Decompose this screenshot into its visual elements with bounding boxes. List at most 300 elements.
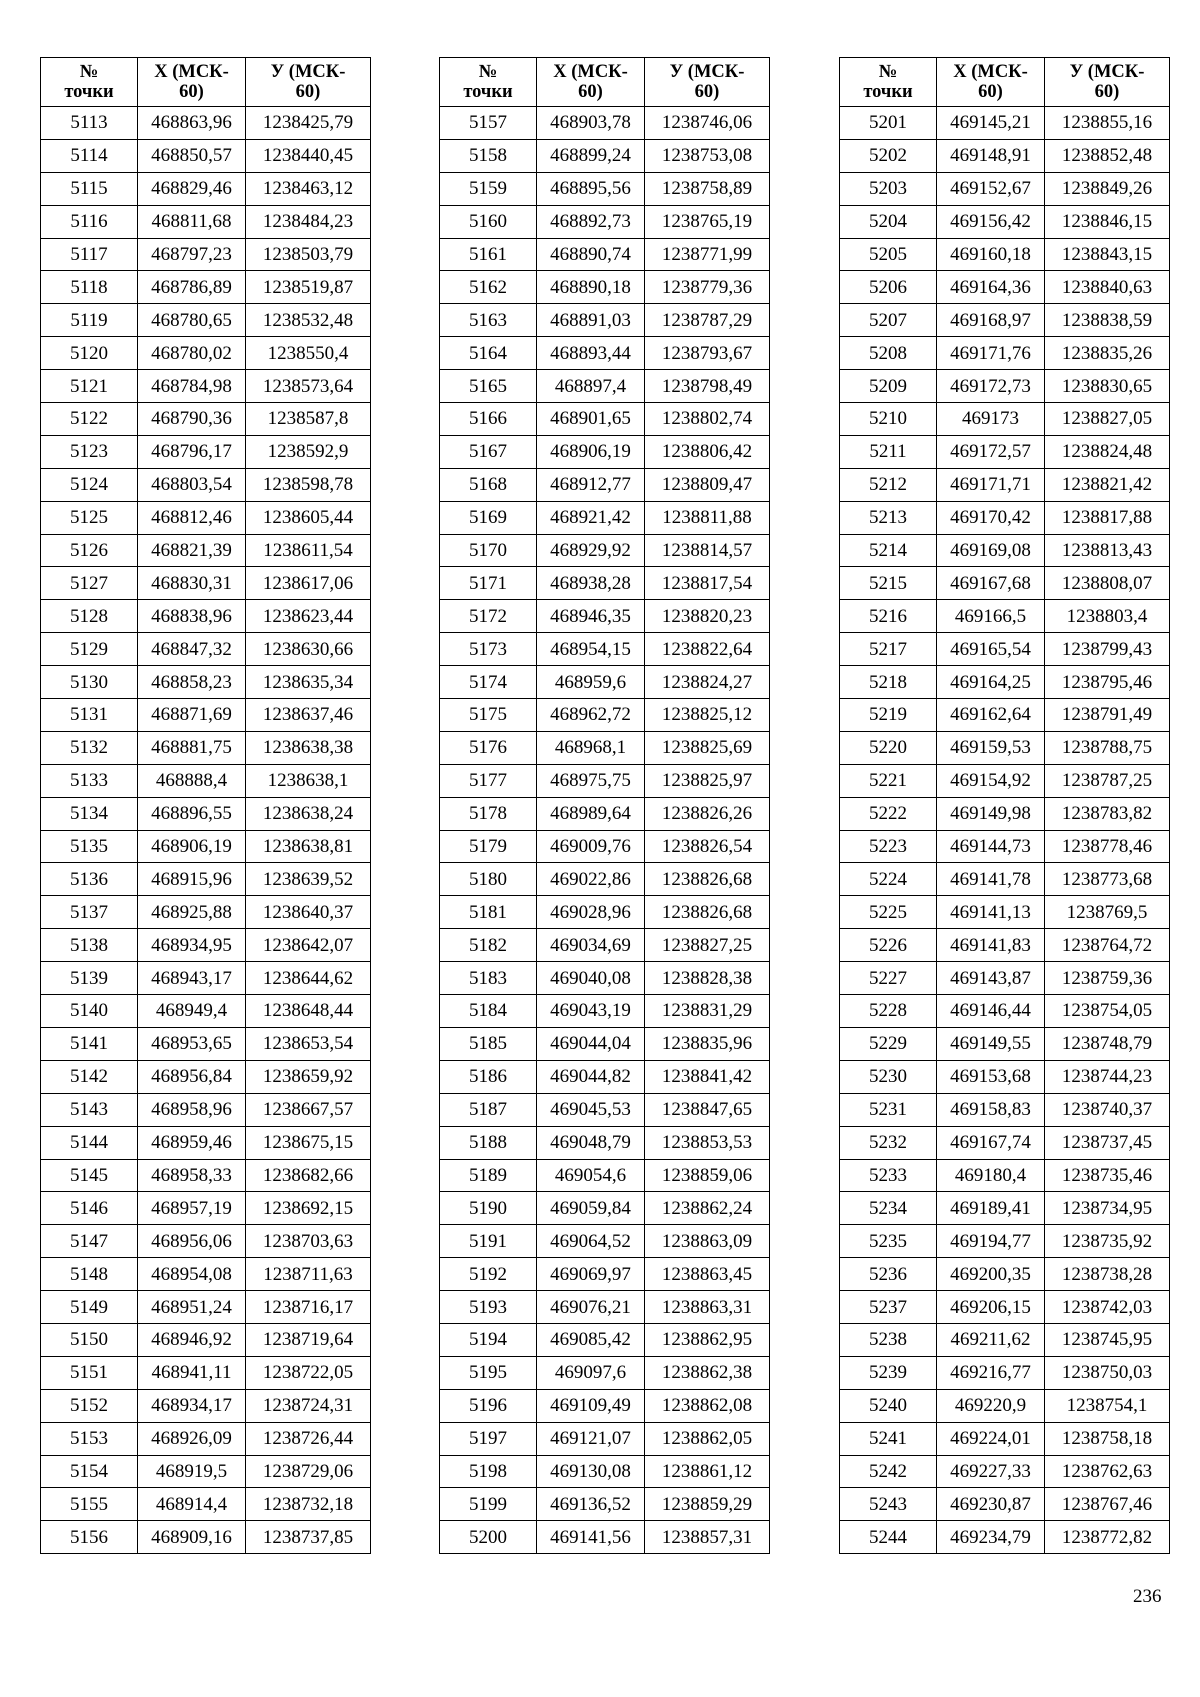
x-coordinate-cell: 469171,71 [937, 468, 1045, 501]
x-coordinate-cell: 469167,74 [937, 1126, 1045, 1159]
point-number-cell: 5215 [840, 567, 937, 600]
table-row [440, 600, 770, 633]
point-number-cell: 5144 [41, 1126, 138, 1159]
x-coordinate-cell: 468915,96 [138, 863, 246, 896]
table-row [41, 1323, 371, 1356]
point-number-cell: 5150 [41, 1323, 138, 1356]
point-number-cell: 5236 [840, 1258, 937, 1291]
table-row [41, 863, 371, 896]
x-coordinate-cell: 469227,33 [937, 1455, 1045, 1488]
table-row [440, 567, 770, 600]
table-row [840, 995, 1170, 1028]
table-row [440, 1389, 770, 1422]
table-row [41, 995, 371, 1028]
x-coordinate-cell: 468830,31 [138, 567, 246, 600]
table-row [840, 567, 1170, 600]
point-number-cell: 5163 [440, 304, 537, 337]
point-number-cell: 5199 [440, 1488, 537, 1521]
x-coordinate-cell: 468919,5 [138, 1455, 246, 1488]
y-coordinate-cell: 1238503,79 [246, 238, 371, 271]
table-row [440, 304, 770, 337]
x-coordinate-cell: 468934,17 [138, 1389, 246, 1422]
x-coordinate-cell: 468780,65 [138, 304, 246, 337]
point-number-cell: 5218 [840, 666, 937, 699]
y-coordinate-cell: 1238855,16 [1045, 107, 1170, 140]
table-row [41, 534, 371, 567]
y-coordinate-cell: 1238758,89 [645, 172, 770, 205]
y-coordinate-cell: 1238846,15 [1045, 205, 1170, 238]
point-number-cell: 5211 [840, 435, 937, 468]
coordinates-table-3 [839, 57, 1170, 1554]
y-coordinate-cell: 1238779,36 [645, 271, 770, 304]
x-coordinate-cell: 468934,95 [138, 929, 246, 962]
x-coordinate-cell: 469224,01 [937, 1422, 1045, 1455]
x-coordinate-cell: 469169,08 [937, 534, 1045, 567]
point-number-cell: 5217 [840, 633, 937, 666]
table-row [41, 1159, 371, 1192]
point-number-cell: 5116 [41, 205, 138, 238]
x-coordinate-cell: 469045,53 [537, 1093, 645, 1126]
y-coordinate-cell: 1238754,05 [1045, 995, 1170, 1028]
y-coordinate-cell: 1238605,44 [246, 501, 371, 534]
table-row [840, 1126, 1170, 1159]
point-number-cell: 5208 [840, 337, 937, 370]
x-coordinate-cell: 468943,17 [138, 962, 246, 995]
point-number-cell: 5204 [840, 205, 937, 238]
x-coordinate-cell: 468895,56 [537, 172, 645, 205]
y-coordinate-cell: 1238813,43 [1045, 534, 1170, 567]
table-row [840, 830, 1170, 863]
y-coordinate-cell: 1238617,06 [246, 567, 371, 600]
x-coordinate-cell: 469040,08 [537, 962, 645, 995]
x-coordinate-cell: 468921,42 [537, 501, 645, 534]
x-coordinate-cell: 469043,19 [537, 995, 645, 1028]
table-row [840, 1521, 1170, 1554]
x-coordinate-cell: 468901,65 [537, 403, 645, 436]
y-coordinate-cell: 1238826,68 [645, 896, 770, 929]
table-row [440, 1027, 770, 1060]
table-row [840, 1258, 1170, 1291]
table-row [41, 205, 371, 238]
header-x-coordinate: Х (МСК- 60) [537, 58, 645, 107]
y-coordinate-cell: 1238798,49 [645, 370, 770, 403]
y-coordinate-cell: 1238719,64 [246, 1323, 371, 1356]
y-coordinate-cell: 1238744,23 [1045, 1060, 1170, 1093]
y-coordinate-cell: 1238799,43 [1045, 633, 1170, 666]
y-coordinate-cell: 1238793,67 [645, 337, 770, 370]
x-coordinate-cell: 468892,73 [537, 205, 645, 238]
y-coordinate-cell: 1238758,18 [1045, 1422, 1170, 1455]
table-row [41, 1291, 371, 1324]
point-number-cell: 5115 [41, 172, 138, 205]
table-row [840, 633, 1170, 666]
table-row [840, 797, 1170, 830]
y-coordinate-cell: 1238825,69 [645, 731, 770, 764]
y-coordinate-cell: 1238735,92 [1045, 1225, 1170, 1258]
table-row [840, 238, 1170, 271]
x-coordinate-cell: 468897,4 [537, 370, 645, 403]
table-row [440, 699, 770, 732]
point-number-cell: 5182 [440, 929, 537, 962]
x-coordinate-cell: 468912,77 [537, 468, 645, 501]
point-number-cell: 5244 [840, 1521, 937, 1554]
point-number-cell: 5113 [41, 107, 138, 140]
y-coordinate-cell: 1238826,54 [645, 830, 770, 863]
x-coordinate-cell: 468858,23 [138, 666, 246, 699]
x-coordinate-cell: 468926,09 [138, 1422, 246, 1455]
table-row [41, 1258, 371, 1291]
point-number-cell: 5237 [840, 1291, 937, 1324]
x-coordinate-cell: 468954,08 [138, 1258, 246, 1291]
point-number-cell: 5176 [440, 731, 537, 764]
table-row [440, 403, 770, 436]
y-coordinate-cell: 1238824,27 [645, 666, 770, 699]
table-row [440, 1356, 770, 1389]
table-row [41, 1192, 371, 1225]
table-row [440, 1093, 770, 1126]
x-coordinate-cell: 469162,64 [937, 699, 1045, 732]
x-coordinate-cell: 468929,92 [537, 534, 645, 567]
y-coordinate-cell: 1238853,53 [645, 1126, 770, 1159]
header-point-number: № точки [41, 58, 138, 107]
x-coordinate-cell: 468962,72 [537, 699, 645, 732]
x-coordinate-cell: 469200,35 [937, 1258, 1045, 1291]
y-coordinate-cell: 1238734,95 [1045, 1192, 1170, 1225]
x-coordinate-cell: 469172,57 [937, 435, 1045, 468]
point-number-cell: 5235 [840, 1225, 937, 1258]
y-coordinate-cell: 1238573,64 [246, 370, 371, 403]
table-row [440, 172, 770, 205]
point-number-cell: 5207 [840, 304, 937, 337]
point-number-cell: 5133 [41, 764, 138, 797]
point-number-cell: 5196 [440, 1389, 537, 1422]
table-row [840, 534, 1170, 567]
x-coordinate-cell: 469154,92 [937, 764, 1045, 797]
table-row [840, 1192, 1170, 1225]
x-coordinate-cell: 468893,44 [537, 337, 645, 370]
table-row [840, 1027, 1170, 1060]
coordinates-table-2 [439, 57, 770, 1554]
y-coordinate-cell: 1238825,97 [645, 764, 770, 797]
table-row [41, 468, 371, 501]
point-number-cell: 5153 [41, 1422, 138, 1455]
point-number-cell: 5220 [840, 731, 937, 764]
point-number-cell: 5221 [840, 764, 937, 797]
table-row [440, 863, 770, 896]
point-number-cell: 5228 [840, 995, 937, 1028]
x-coordinate-cell: 468812,46 [138, 501, 246, 534]
point-number-cell: 5230 [840, 1060, 937, 1093]
x-coordinate-cell: 469146,44 [937, 995, 1045, 1028]
point-number-cell: 5192 [440, 1258, 537, 1291]
table-row [840, 337, 1170, 370]
y-coordinate-cell: 1238667,57 [246, 1093, 371, 1126]
y-coordinate-cell: 1238826,68 [645, 863, 770, 896]
table-row [840, 172, 1170, 205]
point-number-cell: 5135 [41, 830, 138, 863]
table-row [41, 238, 371, 271]
x-coordinate-cell: 468909,16 [138, 1521, 246, 1554]
x-coordinate-cell: 469159,53 [937, 731, 1045, 764]
point-number-cell: 5226 [840, 929, 937, 962]
table-row [440, 995, 770, 1028]
y-coordinate-cell: 1238762,63 [1045, 1455, 1170, 1488]
y-coordinate-cell: 1238737,45 [1045, 1126, 1170, 1159]
point-number-cell: 5157 [440, 107, 537, 140]
y-coordinate-cell: 1238598,78 [246, 468, 371, 501]
header-x-coordinate: Х (МСК- 60) [937, 58, 1045, 107]
table-row [41, 304, 371, 337]
point-number-cell: 5161 [440, 238, 537, 271]
x-coordinate-cell: 468951,24 [138, 1291, 246, 1324]
table-row [41, 1060, 371, 1093]
x-coordinate-cell: 468821,39 [138, 534, 246, 567]
table-row [41, 567, 371, 600]
y-coordinate-cell: 1238648,44 [246, 995, 371, 1028]
table-row [41, 731, 371, 764]
x-coordinate-cell: 469022,86 [537, 863, 645, 896]
y-coordinate-cell: 1238638,38 [246, 731, 371, 764]
y-coordinate-cell: 1238711,63 [246, 1258, 371, 1291]
x-coordinate-cell: 469009,76 [537, 830, 645, 863]
point-number-cell: 5186 [440, 1060, 537, 1093]
x-coordinate-cell: 469109,49 [537, 1389, 645, 1422]
x-coordinate-cell: 468958,33 [138, 1159, 246, 1192]
x-coordinate-cell: 468946,92 [138, 1323, 246, 1356]
point-number-cell: 5206 [840, 271, 937, 304]
point-number-cell: 5138 [41, 929, 138, 962]
point-number-cell: 5134 [41, 797, 138, 830]
x-coordinate-cell: 469194,77 [937, 1225, 1045, 1258]
point-number-cell: 5231 [840, 1093, 937, 1126]
x-coordinate-cell: 469153,68 [937, 1060, 1045, 1093]
y-coordinate-cell: 1238746,06 [645, 107, 770, 140]
table-row [440, 731, 770, 764]
y-coordinate-cell: 1238769,5 [1045, 896, 1170, 929]
point-number-cell: 5119 [41, 304, 138, 337]
y-coordinate-cell: 1238653,54 [246, 1027, 371, 1060]
y-coordinate-cell: 1238841,42 [645, 1060, 770, 1093]
x-coordinate-cell: 469044,82 [537, 1060, 645, 1093]
x-coordinate-cell: 469172,73 [937, 370, 1045, 403]
point-number-cell: 5124 [41, 468, 138, 501]
table-row [41, 435, 371, 468]
point-number-cell: 5195 [440, 1356, 537, 1389]
point-number-cell: 5123 [41, 435, 138, 468]
table-row [840, 1291, 1170, 1324]
table-row [440, 205, 770, 238]
x-coordinate-cell: 468780,02 [138, 337, 246, 370]
point-number-cell: 5219 [840, 699, 937, 732]
point-number-cell: 5160 [440, 205, 537, 238]
point-number-cell: 5129 [41, 633, 138, 666]
table-row [840, 699, 1170, 732]
table-row [440, 1225, 770, 1258]
x-coordinate-cell: 469160,18 [937, 238, 1045, 271]
x-coordinate-cell: 469171,76 [937, 337, 1045, 370]
x-coordinate-cell: 469149,55 [937, 1027, 1045, 1060]
x-coordinate-cell: 469164,36 [937, 271, 1045, 304]
table-row [840, 271, 1170, 304]
point-number-cell: 5183 [440, 962, 537, 995]
table-row [440, 764, 770, 797]
y-coordinate-cell: 1238795,46 [1045, 666, 1170, 699]
x-coordinate-cell: 468881,75 [138, 731, 246, 764]
x-coordinate-cell: 468956,06 [138, 1225, 246, 1258]
table-row [440, 271, 770, 304]
y-coordinate-cell: 1238623,44 [246, 600, 371, 633]
y-coordinate-cell: 1238830,65 [1045, 370, 1170, 403]
x-coordinate-cell: 469206,15 [937, 1291, 1045, 1324]
x-coordinate-cell: 469064,52 [537, 1225, 645, 1258]
x-coordinate-cell: 469156,42 [937, 205, 1045, 238]
point-number-cell: 5126 [41, 534, 138, 567]
table-row [41, 1488, 371, 1521]
y-coordinate-cell: 1238737,85 [246, 1521, 371, 1554]
x-coordinate-cell: 468850,57 [138, 139, 246, 172]
x-coordinate-cell: 468891,03 [537, 304, 645, 337]
table-row [440, 1258, 770, 1291]
y-coordinate-cell: 1238862,38 [645, 1356, 770, 1389]
x-coordinate-cell: 469044,04 [537, 1027, 645, 1060]
y-coordinate-cell: 1238611,54 [246, 534, 371, 567]
point-number-cell: 5180 [440, 863, 537, 896]
y-coordinate-cell: 1238814,57 [645, 534, 770, 567]
table-row [840, 139, 1170, 172]
y-coordinate-cell: 1238484,23 [246, 205, 371, 238]
x-coordinate-cell: 469234,79 [937, 1521, 1045, 1554]
point-number-cell: 5214 [840, 534, 937, 567]
table-row [41, 666, 371, 699]
table-row [41, 501, 371, 534]
point-number-cell: 5164 [440, 337, 537, 370]
table-row [440, 1323, 770, 1356]
x-coordinate-cell: 469170,42 [937, 501, 1045, 534]
x-coordinate-cell: 469121,07 [537, 1422, 645, 1455]
point-number-cell: 5143 [41, 1093, 138, 1126]
y-coordinate-cell: 1238828,38 [645, 962, 770, 995]
table-row [440, 1291, 770, 1324]
point-number-cell: 5238 [840, 1323, 937, 1356]
y-coordinate-cell: 1238826,26 [645, 797, 770, 830]
y-coordinate-cell: 1238753,08 [645, 139, 770, 172]
table-row [440, 830, 770, 863]
y-coordinate-cell: 1238640,37 [246, 896, 371, 929]
y-coordinate-cell: 1238787,25 [1045, 764, 1170, 797]
point-number-cell: 5225 [840, 896, 937, 929]
point-number-cell: 5201 [840, 107, 937, 140]
y-coordinate-cell: 1238825,12 [645, 699, 770, 732]
point-number-cell: 5198 [440, 1455, 537, 1488]
y-coordinate-cell: 1238644,62 [246, 962, 371, 995]
y-coordinate-cell: 1238809,47 [645, 468, 770, 501]
table-row [840, 731, 1170, 764]
x-coordinate-cell: 468803,54 [138, 468, 246, 501]
table-row [440, 1422, 770, 1455]
table-row [41, 699, 371, 732]
point-number-cell: 5169 [440, 501, 537, 534]
table-row [840, 403, 1170, 436]
y-coordinate-cell: 1238532,48 [246, 304, 371, 337]
y-coordinate-cell: 1238732,18 [246, 1488, 371, 1521]
point-number-cell: 5184 [440, 995, 537, 1028]
x-coordinate-cell: 468914,4 [138, 1488, 246, 1521]
table-row [840, 501, 1170, 534]
y-coordinate-cell: 1238802,74 [645, 403, 770, 436]
x-coordinate-cell: 468946,35 [537, 600, 645, 633]
table-row [41, 600, 371, 633]
x-coordinate-cell: 469180,4 [937, 1159, 1045, 1192]
table-row [840, 1389, 1170, 1422]
table-row [41, 172, 371, 205]
x-coordinate-cell: 469141,56 [537, 1521, 645, 1554]
header-y-coordinate: У (МСК- 60) [1045, 58, 1170, 107]
point-number-cell: 5148 [41, 1258, 138, 1291]
table-row [41, 1422, 371, 1455]
coordinates-table-1 [40, 57, 371, 1554]
point-number-cell: 5154 [41, 1455, 138, 1488]
y-coordinate-cell: 1238862,24 [645, 1192, 770, 1225]
table-row [41, 139, 371, 172]
x-coordinate-cell: 468890,18 [537, 271, 645, 304]
x-coordinate-cell: 469141,13 [937, 896, 1045, 929]
point-number-cell: 5114 [41, 139, 138, 172]
point-number-cell: 5233 [840, 1159, 937, 1192]
x-coordinate-cell: 469048,79 [537, 1126, 645, 1159]
y-coordinate-cell: 1238682,66 [246, 1159, 371, 1192]
header-point-number: № точки [840, 58, 937, 107]
point-number-cell: 5165 [440, 370, 537, 403]
page-number: 236 [1133, 1586, 1162, 1607]
table-row [440, 797, 770, 830]
y-coordinate-cell: 1238742,03 [1045, 1291, 1170, 1324]
y-coordinate-cell: 1238764,72 [1045, 929, 1170, 962]
x-coordinate-cell: 469152,67 [937, 172, 1045, 205]
y-coordinate-cell: 1238754,1 [1045, 1389, 1170, 1422]
x-coordinate-cell: 469059,84 [537, 1192, 645, 1225]
x-coordinate-cell: 469076,21 [537, 1291, 645, 1324]
point-number-cell: 5223 [840, 830, 937, 863]
point-number-cell: 5229 [840, 1027, 937, 1060]
point-number-cell: 5212 [840, 468, 937, 501]
y-coordinate-cell: 1238862,05 [645, 1422, 770, 1455]
table-row [440, 501, 770, 534]
table-row [440, 962, 770, 995]
x-coordinate-cell: 469211,62 [937, 1323, 1045, 1356]
point-number-cell: 5193 [440, 1291, 537, 1324]
table-row [41, 764, 371, 797]
table-row [41, 271, 371, 304]
x-coordinate-cell: 468958,96 [138, 1093, 246, 1126]
point-number-cell: 5146 [41, 1192, 138, 1225]
x-coordinate-cell: 469143,87 [937, 962, 1045, 995]
table-row [840, 1422, 1170, 1455]
y-coordinate-cell: 1238787,29 [645, 304, 770, 337]
table-row [840, 1488, 1170, 1521]
point-number-cell: 5131 [41, 699, 138, 732]
x-coordinate-cell: 469136,52 [537, 1488, 645, 1521]
header-y-coordinate: У (МСК- 60) [645, 58, 770, 107]
table-row [840, 205, 1170, 238]
y-coordinate-cell: 1238835,26 [1045, 337, 1170, 370]
point-number-cell: 5121 [41, 370, 138, 403]
table-row [41, 633, 371, 666]
y-coordinate-cell: 1238440,45 [246, 139, 371, 172]
table-row [840, 1356, 1170, 1389]
x-coordinate-cell: 469085,42 [537, 1323, 645, 1356]
point-number-cell: 5200 [440, 1521, 537, 1554]
table-row [840, 1159, 1170, 1192]
